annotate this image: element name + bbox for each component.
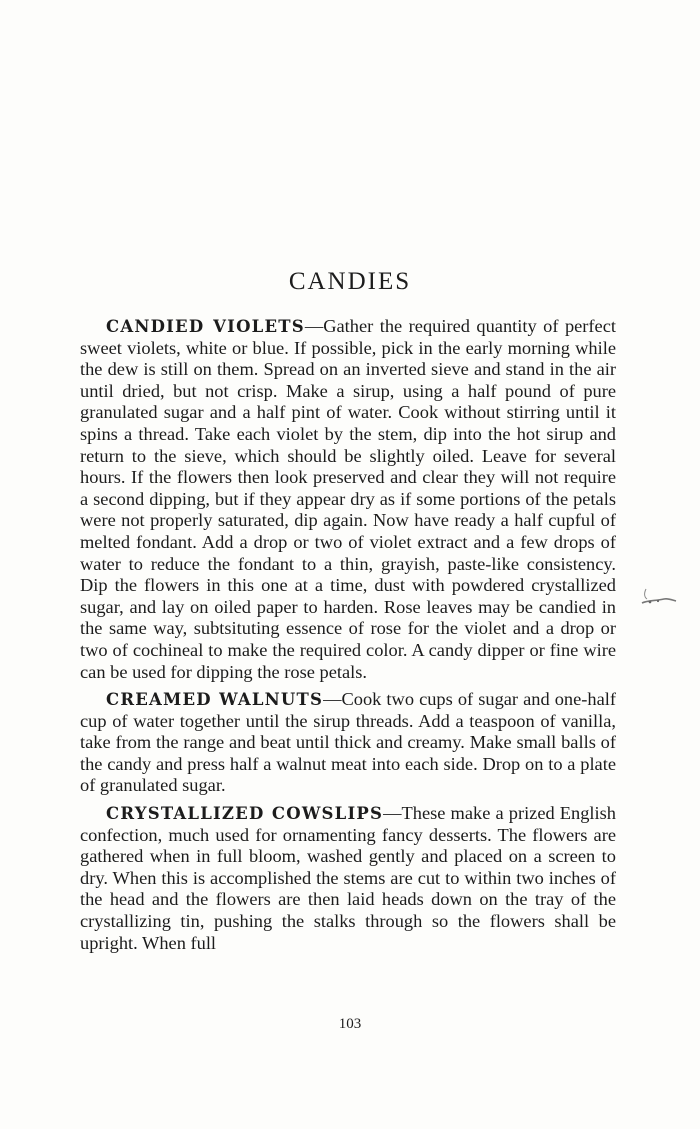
recipe-candied-violets: [80, 316, 616, 683]
page-number: 103: [338, 1016, 362, 1032]
margin-smudge-mark: [638, 585, 680, 607]
recipe-creamed-walnuts: [80, 689, 616, 797]
recipe-text: —These make a prized English confection, much used for ornamenting fancy desserts. The flowers are gathered when in full bloom, washed gently and placed on a screen to dry. When this is accomplished the stems are cut to within two inches of the head and the flowers are then laid heads down on the tray of the crystallizing tin, pushing the stalks through so the flowers shall be upright. When full: [80, 803, 617, 953]
recipe-text: —Gather the required quantity of perfect sweet violets, white or blue. If possible, pick in the early morning while the dew is still on them. Spread on an inverted sieve and stand in the air until dried, but not crisp. Make a sirup, using a half pound of pure granulated sugar and a half pint of water. Cook without stirring until it spins a thread. Take each violet by the stem, dip into the hot sirup and return to the sieve, which should be slightly oiled. Leave for several hours. If the flowers then look preserved and clear they will not require a second dipping, but if they appear dry as if some portions of the petals were not properly saturated, dip again. Now have ready a half cupful of melted fondant. Add a drop or two of violet extract and a few drops of water to reduce the fondant to a thin, grayish, paste-like consistency. Dip the flowers in this one at a time, dust with powdered crystallized sugar, and lay on oiled paper to harden. Rose leaves may be candied in the same way, subtsituting essence of rose for the violet and a drop or two of cochineal to make the required color. A candy dipper or fine wire can be used for dipping the rose petals.: [80, 316, 616, 682]
recipe-title: CRYSTALLIZED COWSLIPS: [106, 804, 384, 824]
recipe-title: CANDIED VIOLETS: [106, 317, 305, 336]
chapter-title: CANDIES: [288, 268, 412, 295]
recipe-text: —Cook two cups of sugar and one-half cup of water together until the sirup threads. Add a teaspoon of vanilla, take from the range and beat until thick and creamy. Make small balls of the candy and press half a walnut meat into each side. Drop on to a plate of granulated sugar.: [80, 689, 616, 796]
page-body: [80, 316, 616, 954]
recipe-crystallized-cowslips: [80, 803, 616, 954]
recipe-title: CREAMED WALNUTS: [106, 690, 324, 710]
